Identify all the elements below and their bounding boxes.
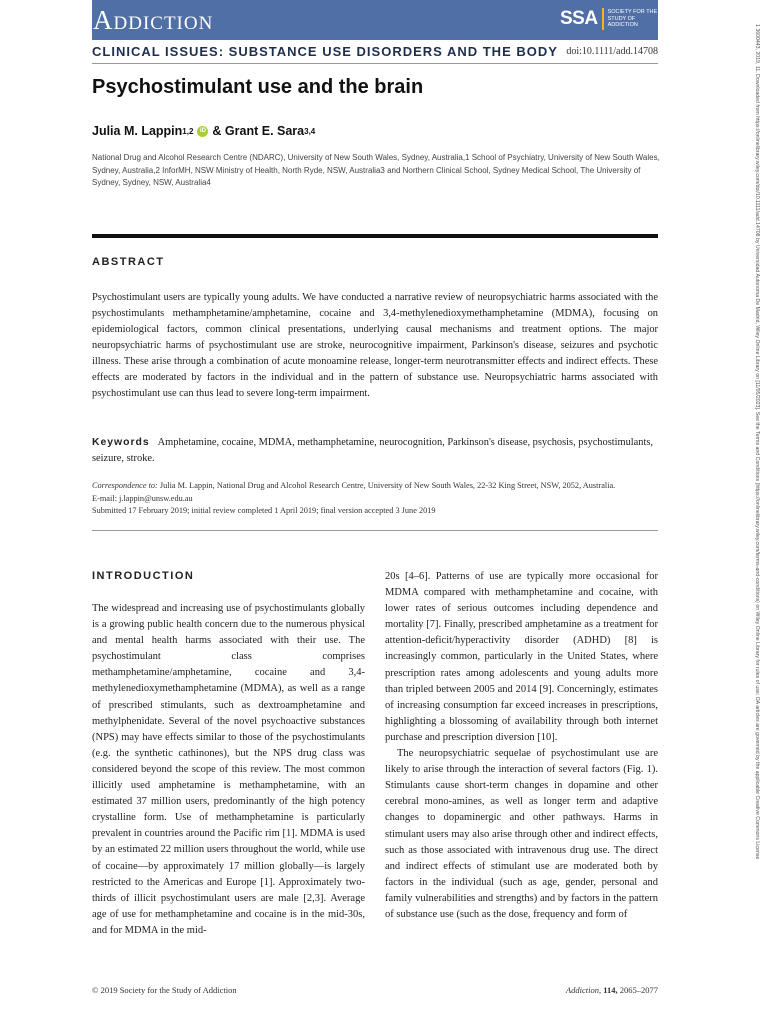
section-banner: CLINICAL ISSUES: SUBSTANCE USE DISORDERS AND THE BODY xyxy=(92,44,558,59)
correspondence-block xyxy=(92,480,658,518)
intro-paragraph: The widespread and increasing use of psychostimulants globally is a growing public health concern due to the numerous physical and mental health harms associated with their use. The psychostimulant class comprises methamphetamine/amphetamine, cocaine and 3,4-methylenedioxymethamphetamine (MDMA), as well as a range of prescribed stimulants, such as dextroamphetamine and methylphenidate. Several of the novel psychoactive substances (NPS) may have effects similar to those of the psychostimulants (e.g. the synthetic cathinones), but the NPS drug class was considered beyond the scope of this review. The most common illicitly used amphetamine is methamphetamine, with an estimated 37 million users, predominantly of the high potency crystalline form. Use of methamphetamine is particularly prevalent in countries around the Pacific rim [1]. MDMA is used by an estimated 22 million users throughout the world, while use of cocaine—by approximately 17 million globally—is largely restricted to the Americas and Europe [1]. Approximately two-thirds of illicit psychostimulant users are male [2,3]. Average age of use for methamphetamine and cocaine is in the mid-30s, and for MDMA in the mid- xyxy=(92,603,365,936)
ssa-logo-letters: SSA xyxy=(560,8,598,29)
doi-link[interactable]: doi:10.1111/add.14708 xyxy=(566,46,658,57)
footer-citation xyxy=(566,985,658,995)
footer-journal: Addiction, xyxy=(565,985,602,995)
intro-paragraph: 20s [4–6]. Patterns of use are typically more occasional for MDMA compared with methamphetamine and cocaine, with lower rates of serious outcomes including dependence and mortality [7]. Finally, prescribed amphetamine as a treatment for attention-deficit/hyperactivity disorder (ADHD) [8] is increasingly common, particularly in the United States, where prescription rates among adolescents and young adults more than tripled between 2005 and 2014 [9]. Concerningly, estimates of increasing consumption far exceed increases in prescriptions, highlighting a blossoming of availability through both internet purchase and prescription diversion [10]. xyxy=(385,571,658,743)
author-affiliation-marker: 1,2 xyxy=(182,126,194,136)
left-column xyxy=(92,601,365,939)
submission-dates: Submitted 17 February 2019; initial review completed 1 April 2019; final version accepted 3 June 2019 xyxy=(92,506,436,515)
ssa-logo xyxy=(560,8,658,30)
author-list xyxy=(92,124,315,138)
journal-name: Addiction xyxy=(93,5,214,35)
orcid-icon[interactable]: iD xyxy=(197,126,208,137)
author-name[interactable]: Julia M. Lappin xyxy=(92,124,183,138)
abstract-divider xyxy=(92,234,658,238)
abstract-heading: ABSTRACT xyxy=(92,256,165,268)
author-affiliation-marker: 3,4 xyxy=(304,126,316,136)
affiliations: National Drug and Alcohol Research Centre (NDARC), University of New South Wales, Sydney, Australia,1 School of Psychiatry, University of New South Wales, Sydney, Australia,2 InforMH, NSW Ministry of Health, North Ryde, NSW, Australia3 and Northern Clinical School, Sydney Medical School, The University of Sydney, Sydney, NSW, Australia4 xyxy=(92,153,660,187)
article-title: Psychostimulant use and the brain xyxy=(92,76,424,98)
footer-volume: 114, xyxy=(603,985,618,995)
header-divider xyxy=(92,63,658,64)
correspondence-text: Julia M. Lappin, National Drug and Alcohol Research Centre, University of New South Wales, 22-32 King Street, NSW, 2052, Australia. xyxy=(159,481,616,490)
introduction-heading: INTRODUCTION xyxy=(92,570,195,582)
footer-pages: 2065–2077 xyxy=(619,985,658,995)
author-name[interactable]: & Grant E. Sara xyxy=(212,124,305,138)
download-side-note: 1 3600443, 2019, 11, Downloaded from https://onlinelibrary.wiley.com/doi/10.1111/add.14708 by Universidad Autonoma De Madrid, Wiley Online Library on [11/05/2023]. See the Terms and Conditions (https://onlinelibrary.wiley.com/terms-and-conditions) on Wiley Online Library for rules of use; OA articles are governed by the applicable Creative Commons License xyxy=(754,24,760,860)
correspondence-label: Correspondence to: xyxy=(92,481,158,490)
keywords-list: Amphetamine, cocaine, MDMA, methamphetamine, neurocognition, Parkinson's disease, psychosis, psychostimulants, seizure, stroke. xyxy=(92,437,654,464)
intro-paragraph: The neuropsychiatric sequelae of psychostimulant use are likely to arise through the interaction of several factors (Fig. 1). Stimulants cause short-term changes in dopamine and other cerebral mono-amines, as well as longer term and adaptive changes to dopaminergic and other pathways. Harms in stimulant users may also arise through other and indirect effects, such as those associated with intravenous drug use. The direct and indirect effects of stimulant use are moderated both by factors in the individual (such as age, gender, personal and family vulnerabilities and strengths) and by factors in the pattern of substance use (such as the dose, frequency and form of xyxy=(385,748,658,920)
ssa-logo-divider xyxy=(602,8,604,30)
keywords xyxy=(92,435,658,467)
right-column xyxy=(385,569,658,923)
footer-copyright: © 2019 Society for the Study of Addiction xyxy=(92,985,237,995)
correspondence-email[interactable]: E-mail: j.lappin@unsw.edu.au xyxy=(92,493,193,503)
abstract-body: Psychostimulant users are typically young adults. We have conducted a narrative review of neuropsychiatric harms associated with the psychostimulants methamphetamine/amphetamine, cocaine and 3,4-methylenedioxymethamphetamine (MDMA), focusing on epidemiological factors, common clinical presentations, underlying causal mechanisms and treatment options. The major neuropsychiatric harms of psychostimulant use are stroke, neurocognitive impairment, Parkinson's disease, seizures and psychotic illness. These arise through a combination of acute monoamine release, longer-term neurotransmitter effects and indirect effects. These effects are moderated by factors in the individual and in the pattern of substance use. Neuropsychiatric harms associated with psychostimulant use can thus lead to severe long-term impairment. xyxy=(92,292,658,399)
keywords-label: Keywords xyxy=(92,437,150,448)
body-divider xyxy=(92,530,658,531)
ssa-logo-text: SOCIETY FOR THE STUDY OF ADDICTION xyxy=(607,9,658,29)
